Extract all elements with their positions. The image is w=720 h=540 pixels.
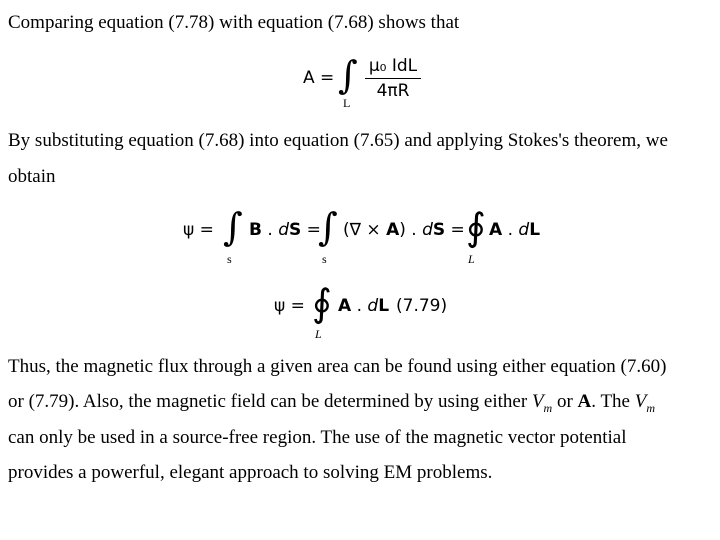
- term-a-dl: A . dL: [338, 296, 390, 316]
- limit-l: L: [315, 327, 322, 341]
- paragraph2-line2: [8, 391, 655, 416]
- vm-symbol-2: $V_m$: [634, 391, 656, 415]
- eq-a-limit: L: [343, 96, 351, 110]
- contour-integral-symbol: ∮: [466, 205, 486, 249]
- equation-number: (7.79): [396, 296, 448, 316]
- the-word: . The: [591, 391, 630, 412]
- equation-vector-potential: [303, 52, 443, 112]
- paragraph2-line1: Thus, the magnetic flux through a given area can be found using either equation (7.60): [8, 356, 667, 377]
- limit-s2: s: [322, 252, 327, 266]
- psi-eq: ψ =: [183, 220, 214, 240]
- eq-a-lhs: A =: [303, 68, 335, 88]
- a-symbol: A: [577, 391, 592, 412]
- psi-eq: ψ =: [274, 296, 305, 316]
- integral-symbol: ∫: [338, 53, 358, 97]
- contour-integral-symbol: ∮: [312, 281, 332, 325]
- paragraph1-line1: By substituting equation (7.68) into equation (7.65) and applying Stokes's theorem, we: [8, 130, 668, 151]
- equation-flux-long: [183, 205, 543, 268]
- paragraph2-line3: can only be used in a source-free region. The use of the magnetic vector potential: [8, 427, 627, 448]
- or-word: or: [556, 391, 573, 412]
- limit-s1: s: [227, 252, 232, 266]
- p2-line2-text: or (7.79). Also, the magnetic field can be determined by using either: [8, 391, 528, 412]
- paragraph2-line4: provides a powerful, elegant approach to solving EM problems.: [8, 462, 493, 483]
- paragraph1-line2: obtain: [8, 166, 56, 187]
- eq-a-fraction: [365, 56, 421, 101]
- integral-symbol: ∫: [318, 205, 338, 249]
- eq-a-numerator: μ₀ IdL: [368, 56, 418, 76]
- term-b-ds: B . dS =: [249, 220, 321, 240]
- limit-l: L: [468, 252, 475, 266]
- vm-symbol: $V_m$: [531, 391, 553, 415]
- integral-symbol: ∫: [223, 205, 243, 249]
- term-a-dl: A . dL: [489, 220, 541, 240]
- equation-flux-short: [274, 282, 474, 342]
- intro-text: Comparing equation (7.78) with equation (7.68) shows that: [8, 12, 460, 33]
- eq-a-denominator: 4πR: [376, 81, 410, 101]
- term-curl-a: (∇ × A) . dS =: [343, 220, 465, 240]
